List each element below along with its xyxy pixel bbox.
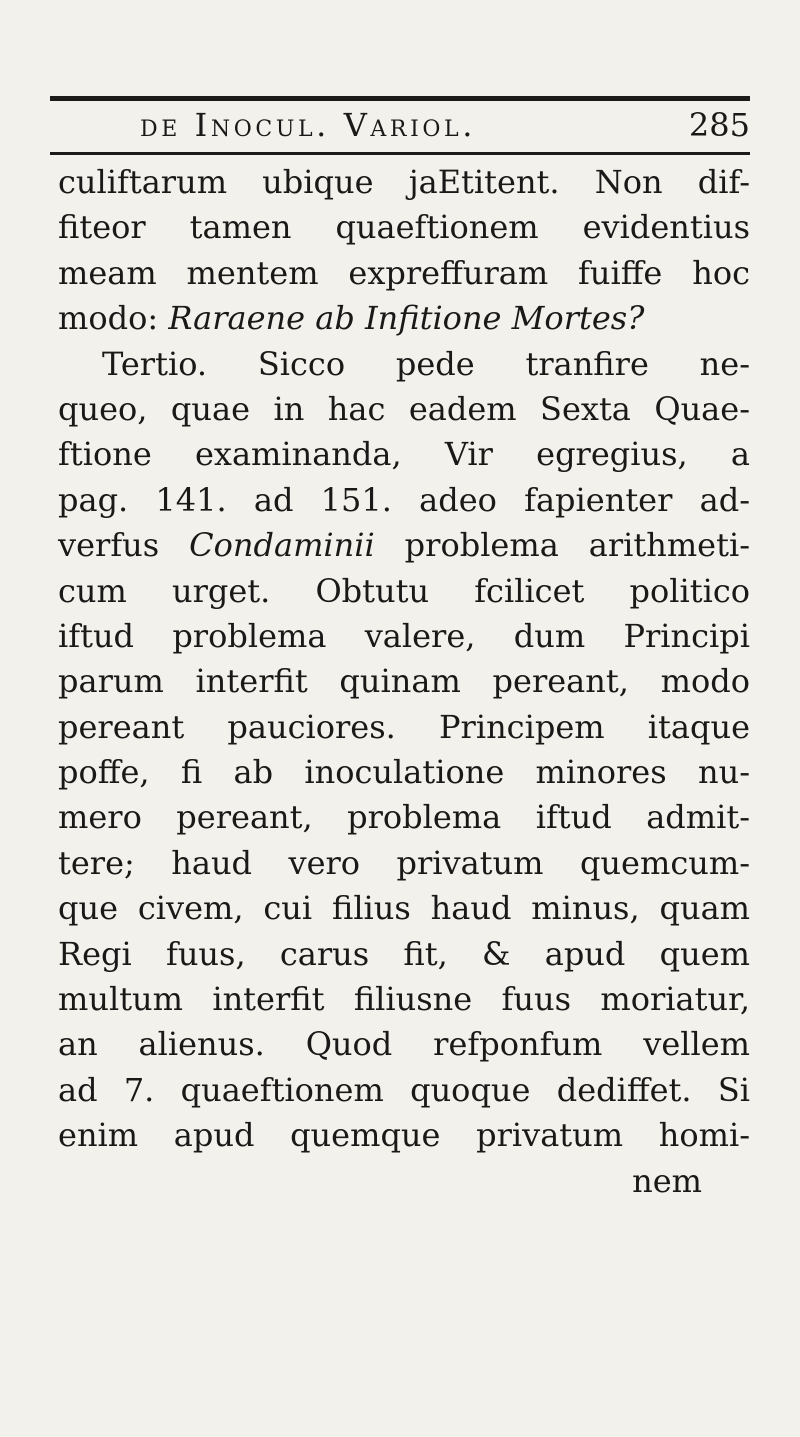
text-line: queo, quae in hac eadem Sexta Quae- xyxy=(58,389,750,428)
text-line: tere; haud vero privatum quemcum- xyxy=(58,843,750,882)
text-line: cum urget. Obtutu fcilicet politico xyxy=(58,571,750,610)
text-line: iftud problema valere, dum Principi xyxy=(58,616,750,655)
running-title: de Inocul. Variol. xyxy=(140,106,476,144)
text-line: Regi fuus, carus fit, & apud quem xyxy=(58,934,750,973)
text-line: pereant pauciores. Principem itaque xyxy=(58,707,750,746)
body-text xyxy=(58,160,750,1204)
text-fragment: verfus xyxy=(58,526,190,565)
text-line: enim apud quemque privatum homi- xyxy=(58,1116,750,1155)
paragraph-start-line: Tertio. Sicco pede tranfire ne- xyxy=(102,344,750,383)
header-rule-bottom xyxy=(50,152,750,155)
text-fragment: modo: xyxy=(58,299,169,338)
page-number: 285 xyxy=(688,106,750,144)
catchword: nem xyxy=(632,1161,702,1200)
text-line xyxy=(58,296,750,341)
text-line: que civem, cui filius haud minus, quam xyxy=(58,889,750,928)
header-rule-top xyxy=(50,96,750,101)
running-header xyxy=(140,104,750,146)
text-line: multum interfit filiusne fuus moriatur, xyxy=(58,980,750,1019)
text-fragment: problema arithmeti- xyxy=(374,526,751,565)
text-line: ftione examinanda, Vir egregius, a xyxy=(58,435,750,474)
text-line xyxy=(58,523,750,568)
text-line: mero pereant, problema iftud admit- xyxy=(58,798,750,837)
text-line: meam mentem expreffuram fuiffe hoc xyxy=(58,253,750,292)
text-line: pag. 141. ad 151. adeo fapienter ad- xyxy=(58,480,750,519)
italic-question: Raraene ab Infitione Mortes? xyxy=(168,299,645,338)
text-line: poffe, fi ab inoculatione minores nu- xyxy=(58,753,750,792)
italic-name: Condaminii xyxy=(189,526,375,565)
text-line: parum interfit quinam pereant, modo xyxy=(58,662,750,701)
text-line: an alienus. Quod refponfum vellem xyxy=(58,1025,750,1064)
text-line: fiteor tamen quaeftionem evidentius xyxy=(58,208,750,247)
text-line: culiftarum ubique jaEtitent. Non dif- xyxy=(58,163,750,201)
text-line: ad 7. quaeftionem quoque dediffet. Si xyxy=(58,1070,750,1109)
